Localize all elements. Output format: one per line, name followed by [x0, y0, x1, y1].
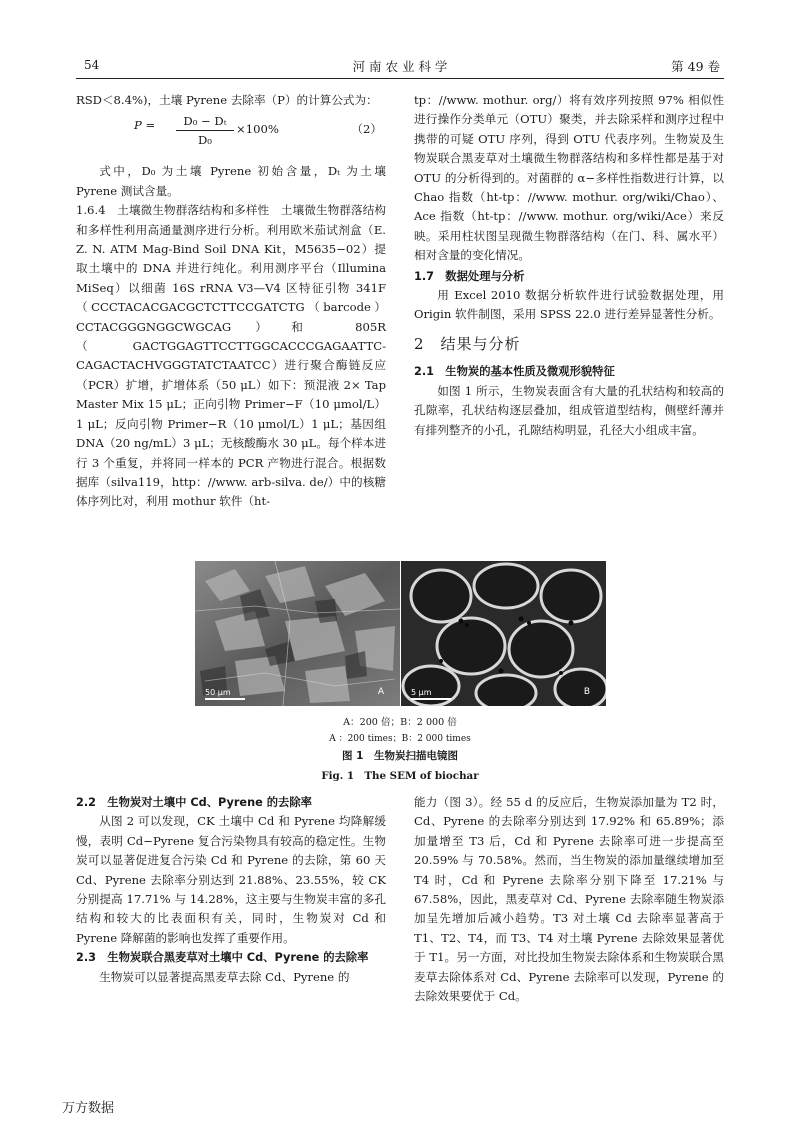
sem-image-b: [401, 561, 606, 706]
paragraph-164: [76, 201, 386, 512]
panel-label-b: B: [583, 687, 590, 697]
scale-bar-b: 5 μm: [411, 688, 451, 700]
heading-2-results: 2 结果与分析: [414, 334, 521, 353]
paragraph-data-processing: 用 Excel 2010 数据分析软件进行试验数据处理，用 Origin 软件制图，采用 SPSS 22.0 进行差异显著性分析。: [414, 288, 724, 322]
heading-2-2: 2.2 生物炭对土壤中 Cd、Pyrene 的去除率: [76, 796, 312, 809]
heading-2-1: 2.1 生物炭的基本性质及微观形貌特征: [414, 365, 615, 379]
scale-bar-a: 50 μm: [205, 688, 245, 700]
left-column: [76, 91, 386, 512]
equation-fraction: [176, 112, 234, 149]
sem-figure: [195, 561, 606, 706]
right-column: [414, 91, 724, 440]
journal-title: 河 南 农 业 科 学: [352, 59, 448, 74]
sem-panel-a: [195, 561, 400, 706]
paragraph-formula-note: 式中，D₀ 为土壤 Pyrene 初始含量，Dₜ 为土壤 Pyrene 测试含量。: [76, 164, 386, 198]
volume-label: 第 49 卷: [671, 59, 720, 74]
figure-subcaption-en: A ：200 times；B：2 000 times: [329, 734, 471, 744]
equation-numerator: D₀ − Dₜ: [176, 112, 234, 131]
sem-image-a: [195, 561, 400, 706]
heading-2-3: 2.3 生物炭联合黑麦草对土壤中 Cd、Pyrene 的去除率: [76, 951, 369, 965]
sem-panel-b: [401, 561, 606, 706]
paragraph-biochar-properties: 如图 1 所示，生物炭表面含有大量的孔状结构和较高的孔隙率，孔状结构逐层叠加，组成管道型结构，侧壁纤薄并有排列整齐的小孔，孔隙结构明显，孔径大小组成丰富。: [414, 383, 724, 437]
equation-number: （2）: [351, 122, 382, 137]
figure-caption-en: Fig. 1 The SEM of biochar: [321, 770, 479, 782]
equation-suffix: ×100%: [236, 122, 279, 137]
header-rule: [76, 78, 724, 79]
watermark-footer: 万方数据: [62, 1101, 115, 1116]
heading-1-6-4: 1.6.4 土壤微生物群落结构和多样性: [76, 203, 281, 218]
paragraph-rsd: RSD＜8.4%)，土壤 Pyrene 去除率（P）的计算公式为：: [76, 93, 378, 107]
paragraph-ryegrass-continued: 能力（图 3）。经 55 d 的反应后，生物炭添加量为 T2 时，Cd、Pyrene 的去除率分别达到 17.92% 和 65.89%；添加量增至 T3 后，Cd 和 Pyrene 去除率可进一步提高至 20.59% 与 70.58%。然而，当生物炭的添加量继续增加至 T4 时，Cd 和 Pyrene 去除率分别下降至 17.21% 与 67.58%，因此，黑麦草对 Cd、Pyrene 去除率随生物炭添加呈先增加后减小趋势。T3 对土壤 Cd 去除率显著高于 T1、T2、T4，而 T3、T4 对土壤 Pyrene 去除效果显著优于 T1。另一方面，对比投加生物炭去除体系和生物炭联合黑麦草去除体系对 Cd、Pyrene 去除率可以发现，Pyrene 的去除效果要优于 Cd。: [414, 795, 724, 1004]
equation-lhs: P =: [134, 118, 156, 133]
paragraph-otu: tp：//www. mothur. org/）将有效序列按照 97% 相似性进行操作分类单元（OTU）聚类，并去除采样和测序过程中携带的可疑 OTU 序列，得到 OTU 代表序列。生物炭及生物炭联合黑麦草对土壤微生物群落结构和多样性都是基于对 OTU 的分析得到的。对菌群的 α−多样性指数进行计算，以 Chao 指数（ht-tp：//www. mothur. org/wiki/Chao）、Ace 指数（ht-tp：//www. mothur. org/wiki/Ace）来反映。采用柱状图呈现微生物群落结构（在门、科、属水平）相对含量的变化情况。: [414, 93, 724, 263]
equation-denominator: D₀: [198, 133, 212, 148]
paragraph-sequencing: 土壤微生物群落结构和多样性利用高通量测序进行分析。利用欧米茄试剂盒（E. Z. N. ATM Mag-Bind Soil DNA Kit，M5635−02）提取土壤中的 DNA 并进行纯化。利用测序平台（Illumina MiSeq）以细菌 16S rRNA V3—V4 区特征引物 341F（CCCTACACGACGCTCTTCCGATCTG（barcode）CCTACGGGNGGCWGCAG）和 805R（GACTGGAGTTCCTTGGCACCCGAGAATTC-CAGACTACHVGGGTATCTAATCC）进行聚合酶链反应（PCR）扩增，扩增体系（50 μL）如下：预混液 2× Tap Master Mix 15 μL；正向引物 Primer−F（10 μmol/L）1 μL；反向引物 Primer−R（10 μmol/L）1 μL；基因组 DNA（20 ng/mL）3 μL；无核酸酶水 30 μL。每个样本进行 3 个重复，并将同一样本的 PCR 产物进行混合。根据数据库（silva119，http：//www. arb-silva. de/）中的核糖体序列比对，利用 mothur 软件（ht-: [76, 203, 386, 509]
equation-2: [76, 114, 386, 160]
paragraph-ryegrass: 生物炭可以显著提高黑麦草去除 Cd、Pyrene 的: [99, 969, 350, 984]
figure-caption-cn: 图 1 生物炭扫描电镜图: [342, 750, 458, 762]
figure-subcaption-cn: A：200 倍；B：2 000 倍: [343, 717, 457, 728]
panel-label-a: A: [377, 687, 384, 697]
running-header: [76, 54, 724, 76]
paragraph-removal-rate: 从图 2 可以发现，CK 土壤中 Cd 和 Pyrene 均降解缓慢，表明 Cd−Pyrene 复合污染物具有较高的稳定性。生物炭可以显著促进复合污染 Cd 和 Pyrene 的去除，第 60 天 Cd、Pyrene 去除率分别达到 21.88%、23.55%，较 CK 分别提高 17.71% 与 14.28%，这主要与生物炭丰富的多孔结构和较大的比表面积有关，同时，生物炭对 Cd 和 Pyrene 降解菌的影响也发挥了重要作用。: [76, 814, 386, 945]
page-number: 54: [84, 58, 100, 72]
left-column-bottom: [76, 793, 386, 987]
right-column-bottom: [414, 793, 724, 1006]
heading-1-7: 1.7 数据处理与分析: [414, 269, 525, 283]
